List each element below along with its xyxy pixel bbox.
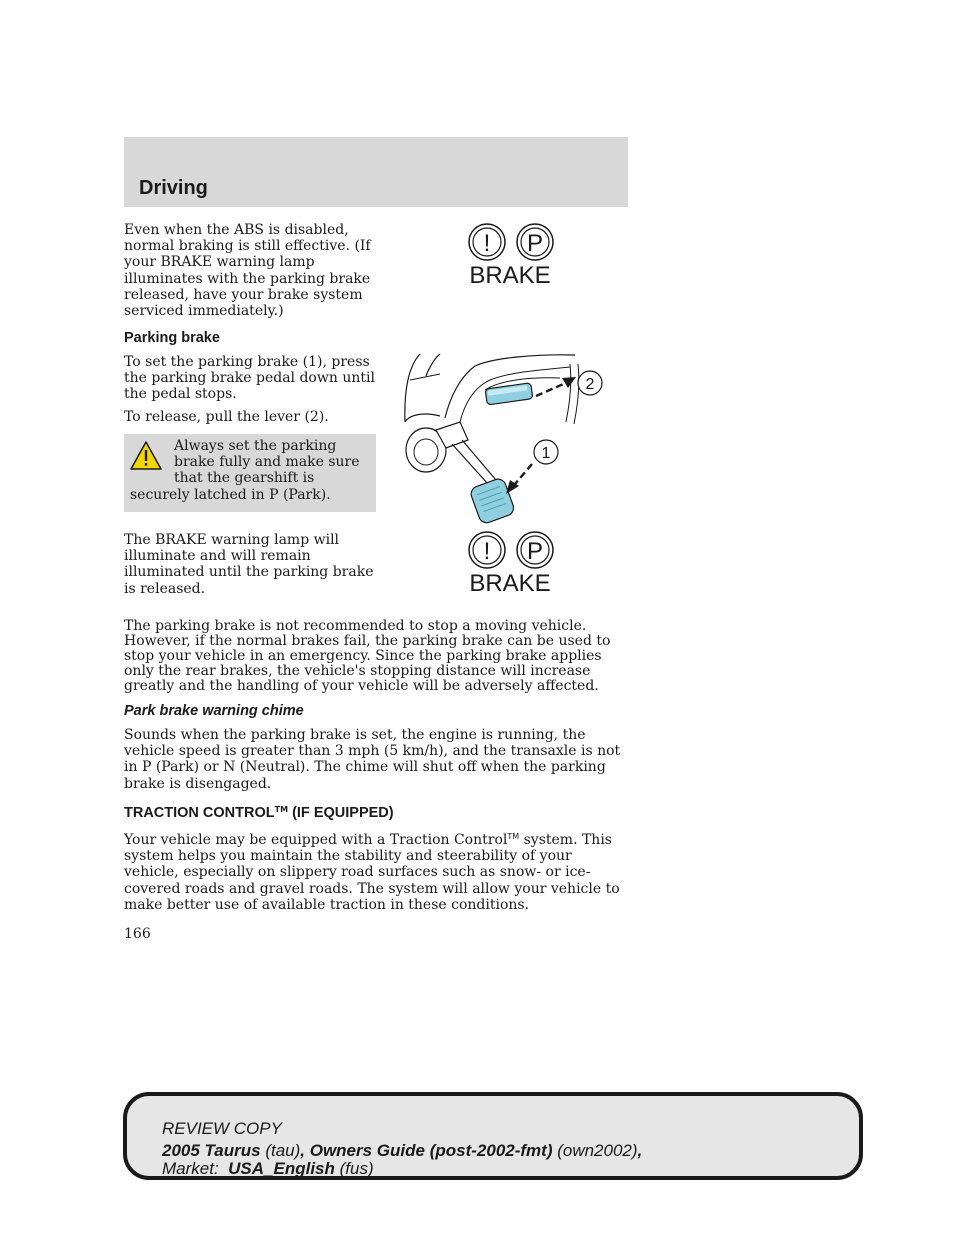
traction-text-a: Your vehicle may be equipped with a Traction Control [124, 832, 508, 848]
parking-brake-diagram [400, 352, 620, 527]
traction-control-text [124, 829, 630, 913]
warning-triangle-icon [130, 438, 174, 478]
exclaim-symbol: ! [483, 538, 491, 565]
warning-text: Always set the parking brake fully and make sure that the gearshift is securely latched in P (Park). [130, 438, 360, 503]
footer-review-line [162, 1120, 282, 1138]
brake-warning-lamp-icon [462, 222, 562, 288]
brake-lamp-paragraph: The BRAKE warning lamp will illuminate and will remain illuminated until the parking brake is released. [124, 532, 374, 597]
trademark-mark: TM [507, 832, 520, 841]
traction-heading-a: TRACTION CONTROL [124, 805, 275, 821]
section-title: Driving [139, 177, 208, 199]
footer-market-code: (fus) [334, 1159, 374, 1178]
traction-control-heading [124, 805, 394, 821]
callout-1-label: 1 [541, 445, 551, 462]
brake-word: BRAKE [469, 262, 551, 288]
review-copy-label: REVIEW COPY [162, 1119, 282, 1138]
footer-market-line [162, 1160, 374, 1178]
review-copy-footer [123, 1092, 863, 1180]
footer-model-line [162, 1142, 642, 1160]
footer-guide: , Owners Guide (post-2002-fmt) [300, 1141, 553, 1160]
footer-model-code: (tau) [260, 1141, 301, 1160]
parking-brake-release-text: To release, pull the lever (2). [124, 409, 329, 425]
parking-brake-note: The parking brake is not recommended to stop a moving vehicle. However, if the normal brakes fail, the parking brake can be used to stop your vehicle in an emergency. Since the parking brake applies only the rear brakes, the vehicle's stopping distance will increase greatly and the handling of your vehicle will be adversely affected. [124, 618, 611, 694]
footer-model: 2005 Taurus [162, 1141, 261, 1160]
chime-heading: Park brake warning chime [124, 703, 304, 719]
footer-market-label: Market: [162, 1159, 219, 1178]
p-symbol: P [526, 230, 544, 257]
brake-warning-lamp-icon [462, 530, 562, 596]
traction-heading-b: (IF EQUIPPED) [288, 805, 394, 821]
footer-guide-code: (own2002) [552, 1141, 638, 1160]
callout-2-label: 2 [585, 376, 595, 393]
parking-brake-heading: Parking brake [124, 330, 220, 346]
trademark-mark: TM [274, 805, 289, 814]
footer-comma: , [637, 1141, 643, 1160]
traction-text-b: system. This system helps you maintain the stability and steerability of your vehicle, especially on slippery road surfaces such as snow- or ice-covered roads and gravel roads. The system will allow your vehicle to make better use of available traction in these conditions. [124, 832, 620, 913]
brake-word: BRAKE [469, 570, 551, 596]
parking-brake-set-text: To set the parking brake (1), press the parking brake pedal down until the pedal stops. [124, 354, 375, 403]
chime-text: Sounds when the parking brake is set, the engine is running, the vehicle speed is greater than 3 mph (5 km/h), and the transaxle is not in P (Park) or N (Neutral). The chime will shut off when the parking brake is disengaged. [124, 727, 621, 792]
abs-paragraph: Even when the ABS is disabled, normal braking is still effective. (If your BRAKE warning lamp illuminates with the parking brake released, have your brake system serviced immediately.) [124, 222, 371, 320]
footer-market: USA_English [228, 1159, 335, 1178]
exclaim-symbol: ! [483, 230, 491, 257]
p-symbol: P [526, 538, 544, 565]
page-number: 166 [124, 926, 151, 942]
warning-box [124, 434, 376, 512]
